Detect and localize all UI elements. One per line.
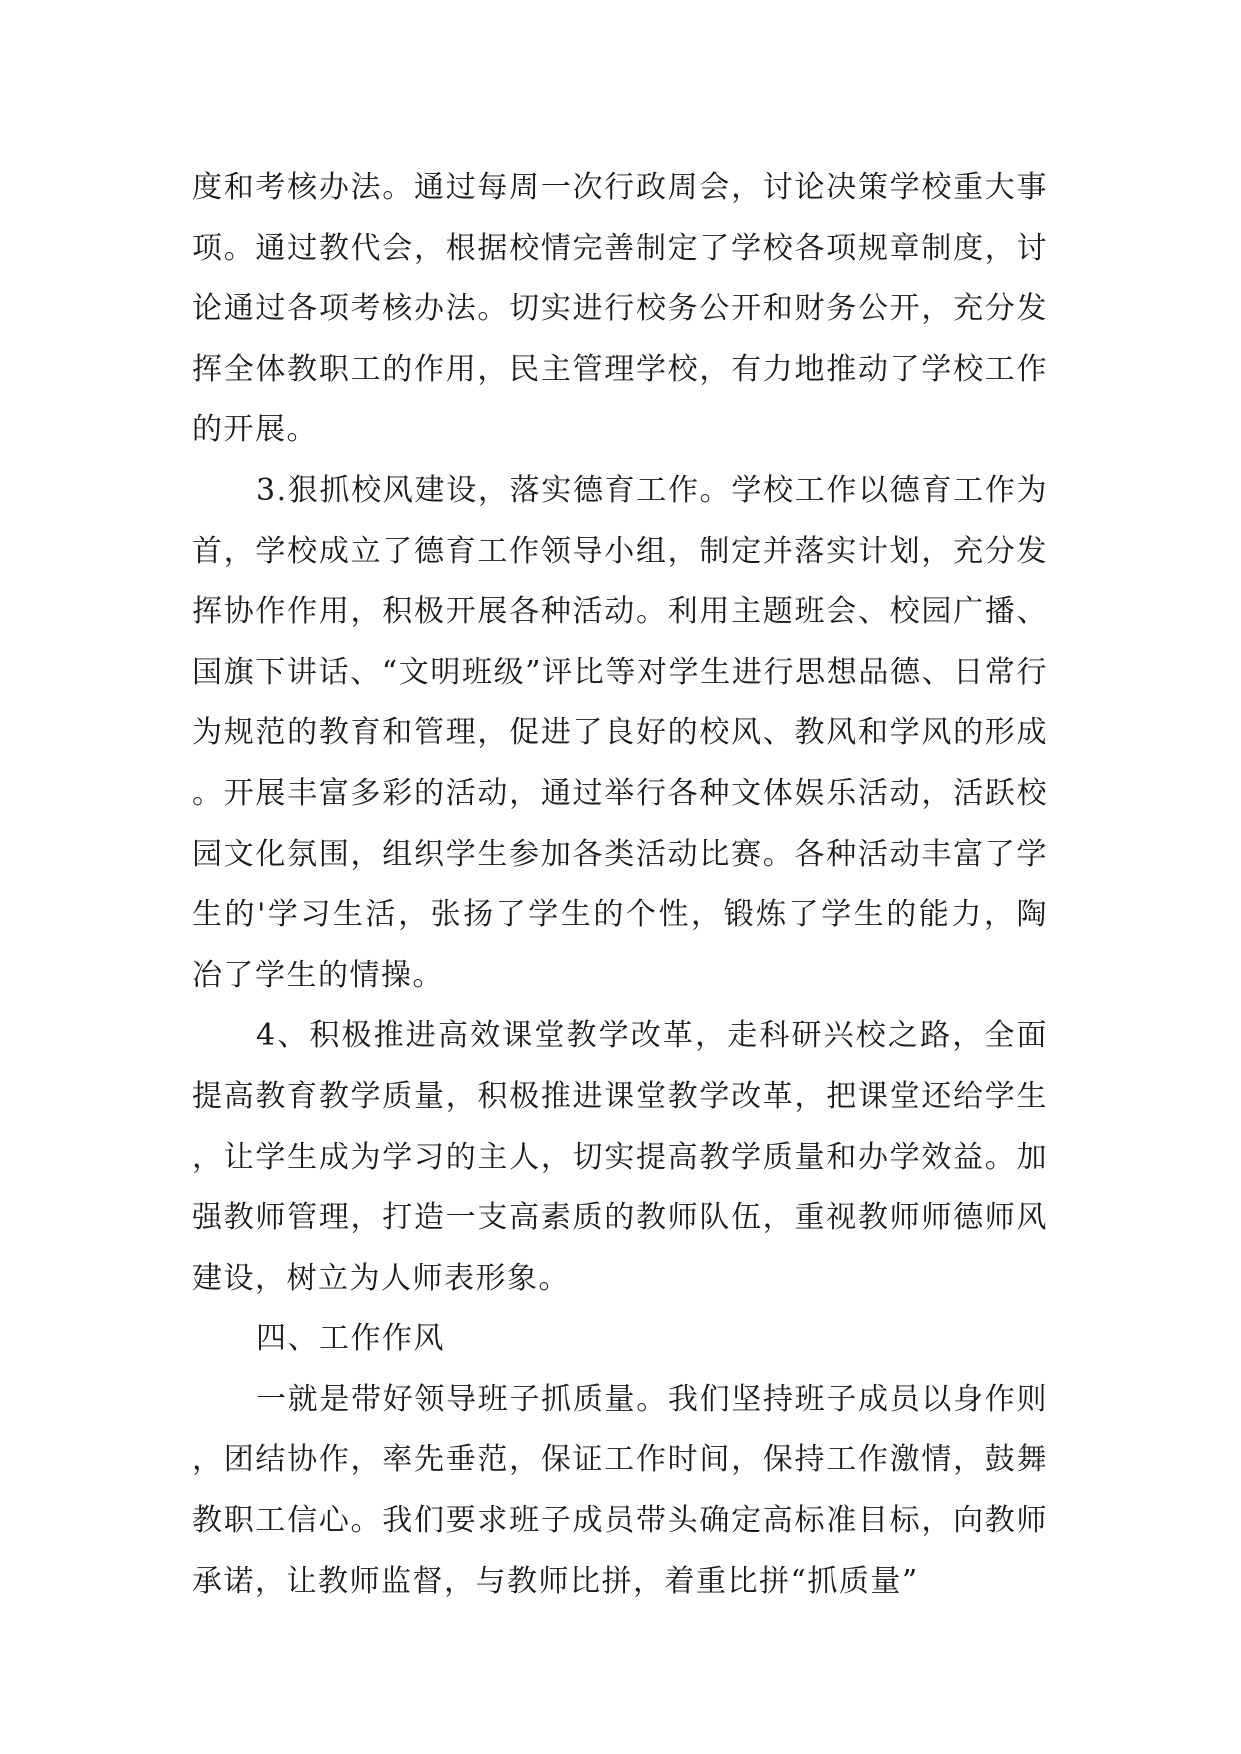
paragraph-continuation: 度和考核办法。通过每周一次行政周会，讨论决策学校重大事项。通过教代会，根据校情完善制定了学校各项规章制度，讨论通过各项考核办法。切实进行校务公开和财务公开，充分发挥全体教职工的作用，民主管理学校，有力地推动了学校工作的开展。 xyxy=(192,170,1048,448)
paragraph-item-4: 4、积极推进高效课堂教学改革，走科研兴校之路，全面提高教育教学质量，积极推进课堂教学改革，把课堂还给学生，让学生成为学习的主人，切实提高教学质量和办学效益。加强教师管理，打造一支高素质的教师队伍，重视教师师德师风建设，树立为人师表形象。 xyxy=(192,1018,1048,1296)
document-body xyxy=(192,158,1048,1612)
paragraph-work-style-1: 一就是带好领导班子抓质量。我们坚持班子成员以身作则，团结协作，率先垂范，保证工作时间，保持工作激情，鼓舞教职工信心。我们要求班子成员带头确定高标准目标，向教师承诺，让教师监督，与教师比拼，着重比拼“抓质量” xyxy=(192,1381,1048,1599)
paragraph-item-3: 3.狠抓校风建设，落实德育工作。学校工作以德育工作为首，学校成立了德育工作领导小组，制定并落实计划，充分发挥协作作用，积极开展各种活动。利用主题班会、校园广播、国旗下讲话、“文明班级”评比等对学生进行思想品德、日常行为规范的教育和管理，促进了良好的校风、教风和学风的形成。开展丰富多彩的活动，通过举行各种文体娱乐活动，活跃校园文化氛围，组织学生参加各类活动比赛。各种活动丰富了学生的'学习生活，张扬了学生的个性，锻炼了学生的能力，陶冶了学生的情操。 xyxy=(192,472,1048,993)
section-heading-work-style: 四、工作作风 xyxy=(256,1321,445,1357)
